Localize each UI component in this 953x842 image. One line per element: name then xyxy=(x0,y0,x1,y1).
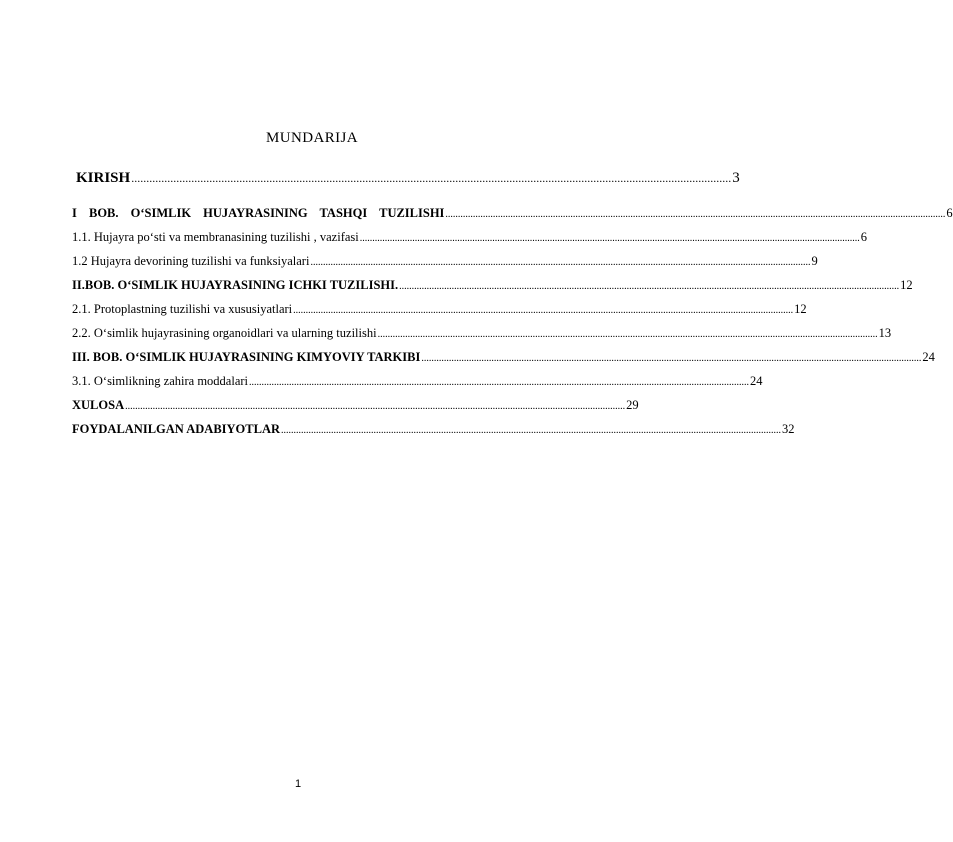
toc-entry-label: 3.1. O‘simlikning zahira moddalari xyxy=(72,374,249,388)
toc-leader-dots: ........................................................................................................................................................................................................ xyxy=(310,257,811,268)
page-title: MUNDARIJA xyxy=(266,130,358,146)
toc-leader-dots: ........................................................................................................................................................................................................ xyxy=(359,233,860,244)
toc-entry-chapter-3[interactable] xyxy=(72,349,935,367)
toc-entry-label: 2.2. O‘simlik hujayrasining organoidlari va ularning tuzilishi xyxy=(72,326,377,340)
toc-entry-xulosa[interactable] xyxy=(72,397,639,415)
toc-entry-section-3-1[interactable] xyxy=(72,373,763,391)
toc-entry-page: 32 xyxy=(782,422,795,436)
toc-leader-dots: ........................................................................................................................................................................................................ xyxy=(421,353,922,364)
toc-entry-page: 24 xyxy=(922,350,935,364)
toc-entry-label: 1.1. Hujayra po‘sti va membranasining tuzilishi , vazifasi xyxy=(72,230,359,244)
toc-entry-page: 12 xyxy=(794,302,807,316)
page-number: 1 xyxy=(294,778,302,790)
toc-leader-dots: ........................................................................................................................................................................................................ xyxy=(445,209,946,220)
toc-entry-label: KIRISH xyxy=(76,170,131,186)
toc-entry-label: III. BOB. O‘SIMLIK HUJAYRASINING KIMYOVIY TARKIBI xyxy=(72,350,421,364)
toc-entry-page: 9 xyxy=(811,254,818,268)
toc-entry-label: FOYDALANILGAN ADABIYOTLAR xyxy=(72,422,281,436)
toc-entry-page: 29 xyxy=(626,398,639,412)
toc-leader-dots: ........................................................................................................................................................................................................ xyxy=(293,305,794,316)
toc-entry-label: 1.2 Hujayra devorining tuzilishi va funksiyalari xyxy=(72,254,310,268)
toc-entry-kirish[interactable] xyxy=(72,168,740,188)
toc-entry-page: 24 xyxy=(750,374,763,388)
toc-entry-page: 6 xyxy=(860,230,867,244)
toc-entry-section-2-1[interactable] xyxy=(72,301,807,319)
toc-leader-dots: ........................................................................................................................................................................................................ xyxy=(131,171,732,185)
toc-leader-dots: ........................................................................................................................................................................................................ xyxy=(399,281,900,292)
toc-entry-page: 6 xyxy=(946,206,953,220)
toc-entry-section-1-2[interactable] xyxy=(72,253,818,271)
toc-leader-dots: ........................................................................................................................................................................................................ xyxy=(281,425,782,436)
toc-entry-page: 13 xyxy=(878,326,892,340)
toc-entry-adabiyotlar[interactable] xyxy=(72,421,795,439)
toc-entry-label: XULOSA xyxy=(72,398,125,412)
toc-entry-section-1-1[interactable] xyxy=(72,229,867,247)
toc-entry-chapter-1[interactable] xyxy=(72,205,953,223)
toc-entry-label: 2.1. Protoplastning tuzilishi va xususiyatlari xyxy=(72,302,293,316)
toc-entry-page: 3 xyxy=(732,170,740,186)
toc-entry-label: I BOB. O‘SIMLIK HUJAYRASINING TASHQI TUZILISHI xyxy=(72,206,445,220)
toc-entry-chapter-2[interactable] xyxy=(72,277,913,295)
toc-leader-dots: ........................................................................................................................................................................................................ xyxy=(377,329,878,340)
toc-entry-page: 12 xyxy=(900,278,913,292)
toc-leader-dots: ........................................................................................................................................................................................................ xyxy=(249,377,750,388)
toc-entry-label: II.BOB. O‘SIMLIK HUJAYRASINING ICHKI TUZILISHI. xyxy=(72,278,399,292)
toc-entry-section-2-2[interactable] xyxy=(72,325,892,343)
toc-leader-dots: ........................................................................................................................................................................................................ xyxy=(125,401,626,412)
